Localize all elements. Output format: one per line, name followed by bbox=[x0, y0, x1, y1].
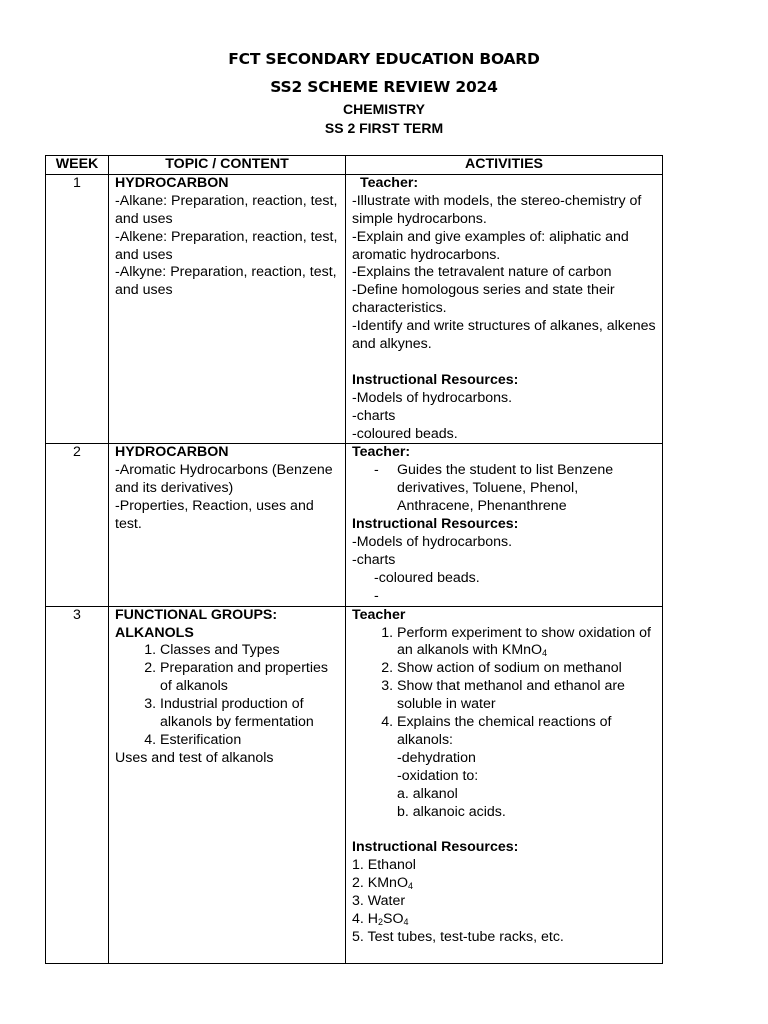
activity-list bbox=[352, 625, 656, 822]
activity-line: -Explains the tetravalent nature of carbon bbox=[352, 264, 612, 281]
subscript: 2 bbox=[378, 917, 384, 928]
resource-line: -coloured beads. bbox=[374, 569, 480, 586]
topic-title: FUNCTIONAL GROUPS: ALKANOLS bbox=[115, 606, 278, 641]
activity-subline: -oxidation to: bbox=[397, 767, 479, 784]
topic-line: -Alkyne: Preparation, reaction, test, and uses bbox=[115, 264, 337, 299]
spacer bbox=[352, 354, 656, 372]
topic-line: -Alkane: Preparation, reaction, test, and uses bbox=[115, 192, 338, 227]
topic-list-item: 1. Classes and Types bbox=[160, 642, 339, 660]
subscript: 4 bbox=[407, 881, 413, 892]
resource-line: -charts bbox=[352, 551, 396, 568]
topic-list-item: 3. Industrial production of alkanols by fermentation bbox=[160, 696, 339, 732]
subject-title: CHEMISTRY bbox=[343, 101, 425, 117]
resource-line: -charts bbox=[352, 407, 396, 424]
topic-line: -Properties, Reaction, uses and test. bbox=[115, 498, 314, 533]
teacher-label: Teacher bbox=[352, 606, 406, 623]
resource-line: -coloured beads. bbox=[352, 425, 458, 442]
resource-text: 4. H bbox=[352, 911, 379, 928]
activity-item bbox=[397, 625, 656, 661]
topic-line: -Alkene: Preparation, reaction, test, and uses bbox=[115, 228, 338, 263]
topic-title: HYDROCARBON bbox=[115, 444, 229, 461]
activity-item: - Guides the student to list Benzene derivatives, Toluene, Phenol, Anthracene, Phenanthrene bbox=[374, 462, 656, 516]
table-header-row bbox=[46, 156, 663, 175]
activity-line: -Illustrate with models, the stereo-chemistry of simple hydrocarbons. bbox=[352, 192, 642, 227]
resource-line bbox=[352, 875, 656, 893]
spacer bbox=[352, 822, 656, 840]
resource-line: 5. Test tubes, test-tube racks, etc. bbox=[352, 928, 564, 945]
resource-line: 1. Ethanol bbox=[352, 857, 416, 874]
resources-label: Instructional Resources: bbox=[352, 516, 519, 533]
resource-line: -Models of hydrocarbons. bbox=[352, 534, 513, 551]
resource-line: -Models of hydrocarbons. bbox=[352, 389, 513, 406]
topic-cell bbox=[109, 606, 346, 963]
resource-text: SO bbox=[383, 911, 404, 928]
topic-cell bbox=[109, 174, 346, 444]
topic-list-item: 2. Preparation and properties of alkanols bbox=[160, 660, 339, 696]
header-week: WEEK bbox=[46, 156, 109, 175]
topic-footer: Uses and test of alkanols bbox=[115, 749, 274, 766]
activities-cell bbox=[346, 174, 663, 444]
topic-title: HYDROCARBON bbox=[115, 174, 229, 191]
activity-subline: b. alkanoic acids. bbox=[397, 803, 506, 820]
resource-line: - bbox=[374, 587, 379, 604]
activity-item: 3. Show that methanol and ethanol are soluble in water bbox=[397, 678, 656, 714]
activity-line: -Identify and write structures of alkanes, alkenes and alkynes. bbox=[352, 318, 656, 353]
resource-line: 3. Water bbox=[352, 893, 406, 910]
board-title: FCT SECONDARY EDUCATION BOARD bbox=[228, 50, 540, 68]
resource-line bbox=[352, 911, 656, 929]
resources-label: Instructional Resources: bbox=[352, 839, 519, 856]
topic-cell bbox=[109, 444, 346, 606]
activity-text: 4. Explains the chemical reactions of alkanols: bbox=[397, 714, 612, 748]
activity-text: Perform experiment to show oxidation of an alkanols with KMnO bbox=[397, 624, 651, 659]
activity-item bbox=[397, 714, 656, 821]
scheme-title: SS2 SCHEME REVIEW 2024 bbox=[270, 78, 498, 96]
week-number: 3 bbox=[46, 606, 109, 963]
teacher-label: Teacher: bbox=[360, 174, 419, 191]
resource-text: 2. KMnO bbox=[352, 875, 408, 892]
subscript: 4 bbox=[403, 917, 409, 928]
header-topic: TOPIC / CONTENT bbox=[109, 156, 346, 175]
activity-subline: -dehydration bbox=[397, 749, 476, 766]
activity-list bbox=[352, 462, 656, 516]
term-title: SS 2 FIRST TERM bbox=[324, 120, 444, 136]
activity-subline: a. alkanol bbox=[397, 785, 458, 802]
week-number: 2 bbox=[46, 444, 109, 606]
activity-line: -Define homologous series and state their characteristics. bbox=[352, 282, 615, 317]
activity-item: 2. Show action of sodium on methanol bbox=[397, 660, 656, 678]
scheme-table bbox=[45, 155, 663, 964]
table-row-week-2 bbox=[46, 444, 663, 606]
topic-line: -Aromatic Hydrocarbons (Benzene and its derivatives) bbox=[115, 462, 333, 497]
activity-line: -Explain and give examples of: aliphatic and aromatic hydrocarbons. bbox=[352, 228, 629, 263]
week-number: 1 bbox=[46, 174, 109, 444]
resources-label: Instructional Resources: bbox=[352, 371, 519, 388]
topic-list bbox=[115, 642, 339, 749]
activities-cell bbox=[346, 444, 663, 606]
subscript: 4 bbox=[542, 648, 548, 659]
teacher-label: Teacher: bbox=[352, 444, 411, 461]
header-activities: ACTIVITIES bbox=[346, 156, 663, 175]
table-row-week-3 bbox=[46, 606, 663, 963]
table-row-week-1 bbox=[46, 174, 663, 444]
activities-cell bbox=[346, 606, 663, 963]
topic-list-item: 4. Esterification bbox=[160, 732, 339, 750]
